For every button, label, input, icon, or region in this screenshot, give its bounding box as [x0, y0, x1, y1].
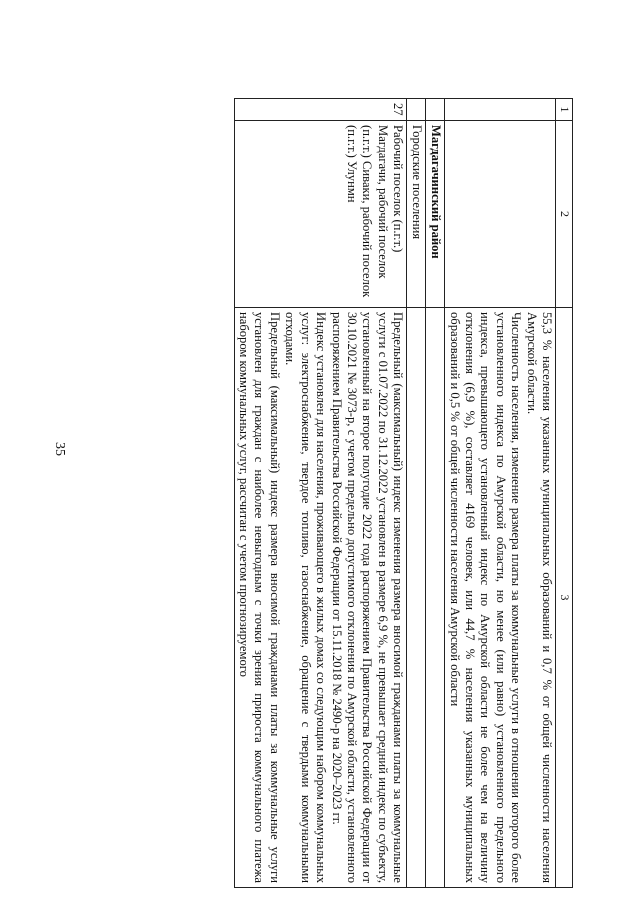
entry-number: 27 [234, 99, 406, 121]
entry-paragraph-1: Предельный (максимальный) индекс изменения размера вносимой гражданами платы за коммунальные услуги с 01.07.2022 по 31.12.2022 установлен в размере 6,9 %, не превышает средний индекс по субъекту, установленный на второе полугодие 2022 года распоряжением Правительства Российской Федерации от 30.10.2021 № 3073-р, с учетом предельно допустимого отклонения по Амурской области, установленного распоряжением Правительства Российской Федерации от 15.11.2018 № 2490-р на 2020–2023 гг. [329, 312, 406, 883]
rotated-table-container [88, 98, 573, 888]
page-number: 35 [52, 442, 67, 456]
district-name: Магдагачинский район [426, 121, 445, 308]
header-col3: 3 [556, 308, 573, 888]
row-text-2: Численность населения, изменение размера платы за коммунальные услуги в отношении которого более установленного индекса по Амурской области, но менее (или равно) установленного предельного индекса, превышающего установленный индекс по Амурской области не более чем на величину отклонения (6,9 %), составляет 4169 человек, или 44,7 % населения указанных муниципальных образований и 0,5 % от общей численности населения Амурской области [447, 312, 524, 883]
row-text-1: 55,3 % населения указанных муниципальных образований и 0,7 % от общей численности населения Амурской области. [524, 312, 554, 883]
table-row [445, 99, 556, 888]
table-row [234, 99, 406, 888]
subsection-row [407, 99, 426, 888]
header-col1: 1 [556, 99, 573, 121]
district-row [426, 99, 445, 888]
entry-paragraph-2: Индекс установлен для населения, проживающего в жилых домах со следующим набором коммунальных услуг: электроснабжение, твердое топливо, газоснабжение, обращение с твердыми коммунальными отходами. [283, 312, 329, 883]
entry-paragraph-3: Предельный (максимальный) индекс размера вносимой гражданами платы за коммунальные услуги установлен для граждан с наиболее невыгодным с точки зрения прироста коммунального платежа набором коммунальных услуг, рассчитан с учетом прогнозируемого [237, 312, 282, 883]
subsection-name: Городские поселения [407, 121, 426, 308]
entry-name: Рабочий поселок (п.г.т.) Магдагачи, рабочий поселок (п.г.т.) Сиваки, рабочий поселок (п.г.т.) Улунмн [234, 121, 406, 308]
header-col2: 2 [556, 121, 573, 308]
document-table [234, 98, 573, 888]
header-row [556, 99, 573, 888]
